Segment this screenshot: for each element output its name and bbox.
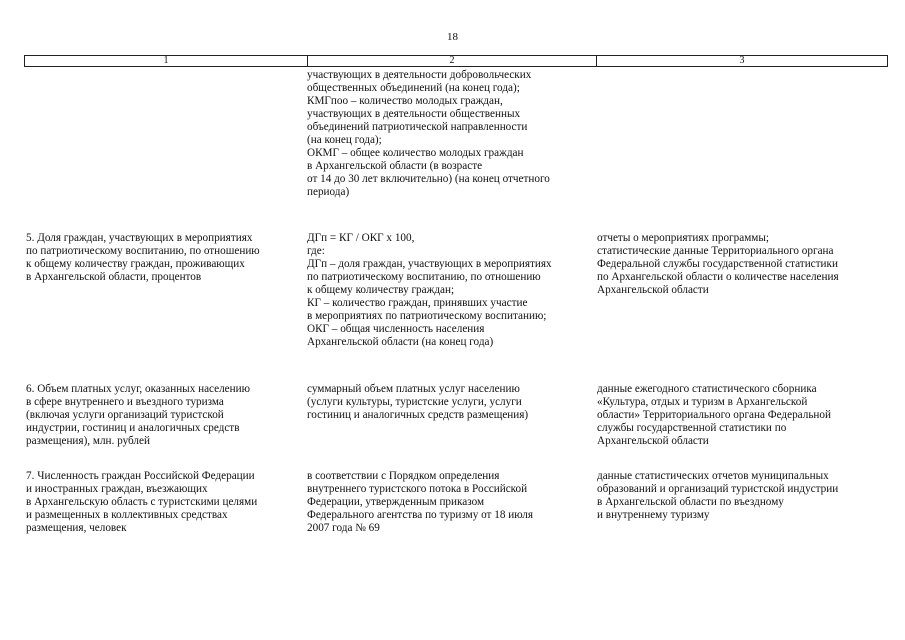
row-7-source: данные статистических отчетов муниципальных образований и организаций туристской индустрии в Архангельской области по въездному и внутреннему туризму bbox=[597, 470, 839, 521]
row-7-formula: в соответствии с Порядком определения внутреннего туристского потока в Российской Федерации, утвержденным приказом Федерального агентства по туризму от 18 июля 2007 года № 69 bbox=[307, 470, 534, 534]
table-header bbox=[24, 55, 888, 67]
row-5-indicator: 5. Доля граждан, участвующих в мероприятиях по патриотическому воспитанию, по отношению к общему количеству граждан, проживающих в Архангельской области, процентов bbox=[26, 232, 260, 283]
header-col-2: 2 bbox=[308, 56, 597, 67]
header-col-3: 3 bbox=[597, 56, 888, 67]
row-5-source: отчеты о мероприятиях программы; статистические данные Территориального органа Федеральной службы государственной статистики по Архангельской области о количестве населения Архангельской области bbox=[597, 232, 839, 296]
row-5-formula: ДГп = КГ / ОКГ х 100, где: ДГп – доля граждан, участвующих в мероприятиях по патриотическому воспитанию, по отношению к общему количеству граждан; КГ – количество граждан, принявших участие в мероприятиях по патриотическому воспитанию; ОКГ – общая численность населения Архангельской области (на конец года) bbox=[307, 232, 552, 348]
row-6-indicator: 6. Объем платных услуг, оказанных населению в сфере внутреннего и въездного туризма (включая услуги организаций туристской индустрии, гостиниц и аналогичных средств размещения), млн. рублей bbox=[26, 383, 250, 447]
continuation-text: участвующих в деятельности добровольческих общественных объединений (на конец года); КМГпоо – количество молодых граждан, участвующих в деятельности общественных объединений патриотической направленности (на конец года); ОКМГ – общее количество молодых граждан в Архангельской области (в возрасте от 14 до 30 лет включительно) (на конец отчетного периода) bbox=[307, 69, 550, 198]
page-number: 18 bbox=[447, 31, 458, 43]
row-6-formula: суммарный объем платных услуг населению (услуги культуры, туристские услуги, услуги гостиниц и аналогичных средств размещения) bbox=[307, 383, 529, 421]
row-7-indicator: 7. Численность граждан Российской Федерации и иностранных граждан, въезжающих в Архангельскую область с туристскими целями и размещенных в коллективных средствах размещения, человек bbox=[26, 470, 258, 534]
header-col-1: 1 bbox=[25, 56, 308, 67]
row-6-source: данные ежегодного статистического сборника «Культура, отдых и туризм в Архангельской области» Территориального органа Федеральной службы государственной статистики по Архангельской области bbox=[597, 383, 831, 447]
